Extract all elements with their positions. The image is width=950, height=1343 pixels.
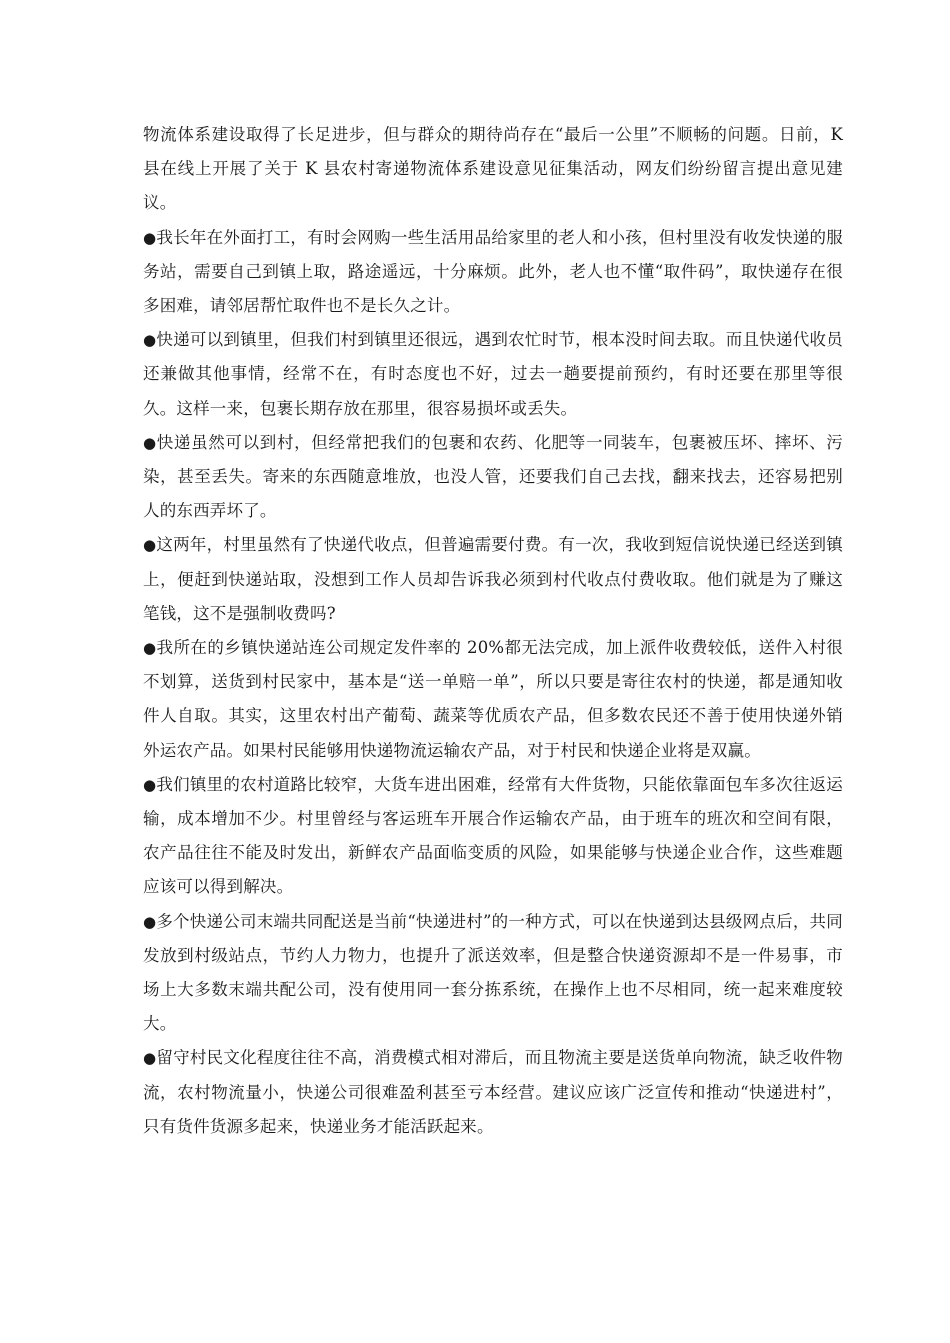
comment-text: 我所在的乡镇快递站连公司规定发件率的 20%都无法完成，加上派件收费较低，送件入村很不划算，送货到村民家中，基本是“送一单赔一单”，所以只要是寄往农村的快递，都是通知收件人自取。其实，这里农村出产葡萄、蔬菜等优质农产品，但多数农民还不善于使用快递外销外运农产品。如果村民能够用快递物流运输农产品，对于村民和快递企业将是双赢。	[143, 638, 843, 760]
comment-text: 我们镇里的农村道路比较窄，大货车进出困难，经常有大件货物，只能依靠面包车多次往返运输，成本增加不少。村里曾经与客运班车开展合作运输农产品，由于班车的班次和空间有限，农产品往往不能及时发出，新鲜农产品面临变质的风险，如果能够与快递企业合作，这些难题应该可以得到解决。	[143, 774, 843, 897]
bullet-icon: ●	[143, 1049, 157, 1068]
bullet-icon: ●	[143, 228, 157, 247]
comment-text: 多个快递公司末端共同配送是当前“快递进村”的一种方式，可以在快递到达县级网点后，共同发放到村级站点，节约人力物力，也提升了派送效率，但是整合快递资源却不是一件易事，市场上大多数末端共配公司，没有使用同一套分拣系统，在操作上也不尽相同，统一起来难度较大。	[143, 911, 843, 1034]
bullet-icon: ●	[143, 433, 157, 452]
comment-text: 快递可以到镇里，但我们村到镇里还很远，遇到农忙时节，根本没时间去取。而且快递代收员还兼做其他事情，经常不在，有时态度也不好，过去一趟要提前预约，有时还要在那里等很久。这样一来，包裹长期存放在那里，很容易损坏或丢失。	[143, 330, 843, 418]
intro-paragraph-text: 物流体系建设取得了长足进步，但与群众的期待尚存在“最后一公里”不顺畅的问题。日前，K 县在线上开展了关于 K 县农村寄递物流体系建设意见征集活动，网友们纷纷留言提出意见建议。	[143, 125, 843, 213]
bullet-icon: ●	[143, 536, 157, 555]
bullet-icon: ●	[143, 639, 157, 658]
comment-text: 我长年在外面打工，有时会网购一些生活用品给家里的老人和小孩，但村里没有收发快递的服务站，需要自己到镇上取，路途遥远，十分麻烦。此外，老人也不懂“取件码”，取快递存在很多困难，请邻居帮忙取件也不是长久之计。	[143, 227, 843, 316]
comment-text: 留守村民文化程度往往不高，消费模式相对滞后，而且物流主要是送货单向物流，缺乏收件物流，农村物流量小，快递公司很难盈利甚至亏本经营。建议应该广泛宣传和推动“快递进村”，只有货件货源多起来，快递业务才能活跃起来。	[143, 1048, 843, 1136]
intro-paragraph	[143, 118, 843, 221]
bullet-icon: ●	[143, 331, 157, 350]
comment-text: 快递虽然可以到村，但经常把我们的包裹和农药、化肥等一同装车，包裹被压坏、摔坏、污染，甚至丢失。寄来的东西随意堆放，也没人管，还要我们自己去找，翻来找去，还容易把别人的东西弄坏了。	[143, 432, 844, 521]
comment-paragraph-5	[143, 631, 843, 768]
comment-paragraph-4	[143, 528, 843, 631]
comment-paragraph-8	[143, 1041, 843, 1144]
comment-paragraph-2	[143, 323, 843, 426]
comment-paragraph-7	[143, 905, 843, 1042]
comment-paragraph-6	[143, 768, 843, 905]
comment-text: 这两年，村里虽然有了快递代收点，但普遍需要付费。有一次，我收到短信说快递已经送到镇上，便赶到快递站取，没想到工作人员却告诉我必须到村代收点付费收取。他们就是为了赚这笔钱，这不是强制收费吗?	[143, 535, 843, 623]
comment-paragraph-3	[143, 426, 843, 529]
document-body	[143, 118, 843, 1144]
bullet-icon: ●	[143, 912, 157, 931]
comment-paragraph-1	[143, 221, 843, 324]
bullet-icon: ●	[143, 775, 157, 794]
